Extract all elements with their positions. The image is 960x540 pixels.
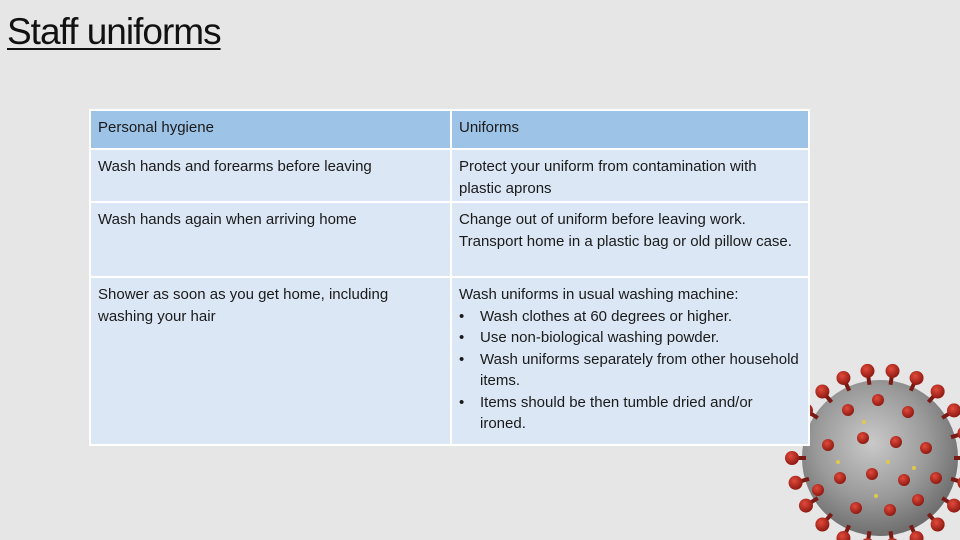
page-title: Staff uniforms (7, 11, 221, 52)
uniform-guidance-table (89, 109, 810, 446)
washing-instructions-list (459, 306, 801, 435)
hygiene-cell: Wash hands and forearms before leaving (90, 149, 451, 202)
list-item: • Wash uniforms separately from other household items. (459, 349, 801, 392)
table-row (90, 202, 809, 277)
hygiene-cell: Wash hands again when arriving home (90, 202, 451, 277)
table-row (90, 277, 809, 445)
list-item: • Wash clothes at 60 degrees or higher. (459, 306, 801, 328)
uniform-intro: Wash uniforms in usual washing machine: (459, 286, 739, 303)
header-uniforms: Uniforms (451, 110, 809, 149)
uniform-cell: Change out of uniform before leaving work. Transport home in a plastic bag or old pillow case. (451, 202, 809, 277)
uniform-cell (451, 277, 809, 445)
uniform-cell: Protect your uniform from contamination with plastic aprons (451, 149, 809, 202)
table-row (90, 149, 809, 202)
list-item: • Use non-biological washing powder. (459, 327, 801, 349)
list-item: • Items should be then tumble dried and/or ironed. (459, 392, 801, 435)
header-personal-hygiene: Personal hygiene (90, 110, 451, 149)
hygiene-cell: Shower as soon as you get home, including washing your hair (90, 277, 451, 445)
